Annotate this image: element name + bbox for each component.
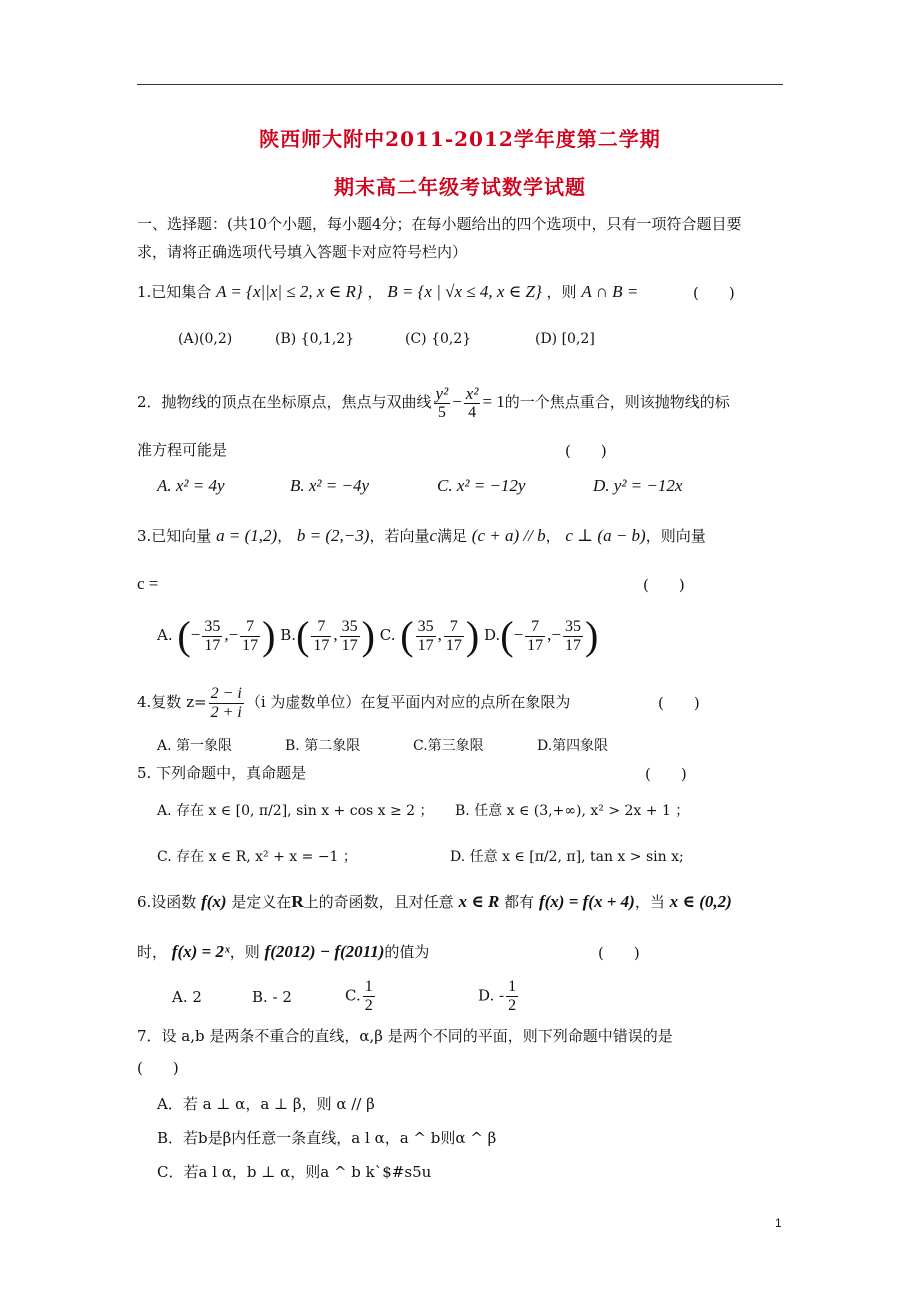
q2-fraction-y-num: y² [435, 383, 449, 403]
q2-option-c: C. x² = −12y [437, 476, 526, 495]
question-2 [137, 380, 730, 424]
q6-line2-a: 时， [137, 943, 168, 961]
q3-option-c-label: C. [379, 626, 396, 644]
q6-line1-c: 上的奇函数，且对任意 [303, 893, 454, 911]
q3-option-c-num2: 7 [444, 618, 464, 637]
q6-line2-c: 的值为 [384, 943, 430, 961]
q2-option-d: D. y² = −12x [593, 476, 683, 495]
q3-option-b-label: B. [280, 626, 297, 644]
q3-option-a-den2: 17 [242, 636, 259, 654]
q2-rhs: = 1 [482, 392, 505, 411]
q6-x-in-r: x ∈ R [458, 892, 500, 911]
question-4 [137, 680, 570, 724]
q2-fraction-x [464, 385, 481, 422]
question-3: 3.已知向量 a = (1,2)， b = (2,−3)，若向量c满足 (c + a) // b， c ⊥ (a − b)，则向量 [137, 526, 706, 545]
q4-fraction [209, 685, 244, 722]
q1-sep1: ， [367, 283, 383, 301]
q3-option-b-den1: 17 [313, 636, 330, 654]
q1-option-b: (B) {0,1,2} [275, 331, 355, 347]
q5-stem: 5. 下列命题中，真命题是 [137, 764, 307, 782]
q2-fraction-x-num: x² [465, 383, 479, 403]
q6-option-b: B. - 2 [252, 988, 292, 1006]
q3-option-a-num1: 35 [204, 617, 221, 635]
q3-mid2: 满足 [437, 527, 468, 545]
q2-prefix: 2．抛物线的顶点在坐标原点，焦点与双曲线 [137, 393, 432, 411]
q4-option-d: D.第四象限 [537, 738, 609, 754]
q7-stem: 7．设 a,b 是两条不重合的直线，α,β 是两个不同的平面，则下列命题中错误的是 [137, 1027, 673, 1045]
q4-option-c: C.第三象限 [413, 738, 484, 754]
q3-option-d-den1: 17 [527, 636, 544, 654]
q6-line1-a: 6.设函数 [137, 893, 197, 911]
q6-calc: f(2012) − f(2011) [264, 942, 385, 961]
q4-option-a: A. 第一象限 [157, 738, 233, 754]
q2-minus: − [452, 392, 462, 411]
q1-answer-paren: ( ) [693, 284, 735, 302]
q3-option-a-num2: 7 [240, 618, 260, 637]
q3-condition-2: c ⊥ (a − b) [565, 526, 646, 545]
q3-mid: ，若向量 [369, 527, 430, 545]
q6-r: R [291, 892, 304, 911]
question-6-line2 [137, 942, 429, 962]
q6-line2-b: ，则 [229, 943, 260, 961]
q3-line2: c = [137, 574, 159, 593]
section-intro-line2: 求，请将正确选项代号填入答题卡对应符号栏内） [137, 243, 468, 261]
q4-option-b: B. 第二象限 [285, 738, 361, 754]
q3-option-d-num2: 35 [564, 617, 581, 635]
q6-option-c-label: C. [345, 986, 361, 1005]
q3-vector-a: a = (1,2) [216, 526, 278, 545]
question-1 [137, 282, 638, 302]
header-rule [137, 84, 783, 85]
q3-vector-b: b = (2,−3) [296, 526, 370, 545]
q3-prefix: 3.已知向量 [137, 527, 212, 545]
q1-option-d: (D) [0,2] [535, 331, 595, 347]
q1-option-c: (C) {0,2} [405, 331, 472, 347]
q3-option-b-num2: 35 [341, 617, 358, 635]
q1-set-a: A = {x||x| ≤ 2, x ∈ R} [216, 282, 363, 301]
q6-line1-b: 是定义在 [231, 893, 292, 911]
q6-definition: f(x) = 2ˣ [171, 942, 230, 961]
q2-answer-paren: ( ) [565, 442, 607, 460]
q3-option-d-label: D. [483, 626, 501, 644]
q3-c-symbol: c [429, 526, 437, 545]
q6-answer-paren: ( ) [598, 944, 640, 962]
q2-suffix: 的一个焦点重合，则该抛物线的标 [504, 393, 730, 411]
q7-option-c: C．若a l α，b ⊥ α，则a ^ b k`$#s5u [157, 1163, 432, 1181]
exam-title-line2: 期末高二年级考试数学试题 [334, 175, 586, 199]
q4-prefix: 4.复数 z= [137, 693, 207, 711]
q5-option-b: B. 任意 x ∈ (3,+∞), x² > 2x + 1 ； [455, 803, 690, 819]
q3-answer-paren: ( ) [643, 576, 685, 594]
q2-line2: 准方程可能是 [137, 441, 228, 459]
q3-suffix: ，则向量 [645, 527, 706, 545]
q3-option-c-den1: 17 [417, 636, 434, 654]
q5-option-c: C. 存在 x ∈ R, x² + x = −1 ； [157, 849, 357, 865]
q6-option-d-label: D. - [478, 986, 505, 1005]
q4-answer-paren: ( ) [658, 694, 700, 712]
q5-answer-paren: ( ) [645, 765, 687, 783]
q7-option-a: A．若 a ⊥ α，a ⊥ β，则 α // β [157, 1095, 375, 1113]
q3-option-c-num1: 35 [417, 617, 434, 635]
q6-line1-e: ，当 [634, 893, 665, 911]
q2-option-a: A. x² = 4y [157, 476, 225, 495]
q6-option-d-num: 1 [508, 978, 517, 995]
question-6-line1 [137, 892, 732, 912]
q3-option-d-num1: 7 [525, 618, 545, 637]
q3-option-c-den2: 17 [445, 636, 462, 654]
exam-title-line1: 陕西师大附中2011-2012学年度第二学期 [259, 127, 661, 151]
section-intro-line1: 一、选择题：(共10个小题，每小题4分；在每小题给出的四个选项中，只有一项符合题目要 [137, 215, 742, 233]
q3-option-b-num1: 7 [311, 618, 331, 637]
q3-option-d-den2: 17 [564, 636, 581, 654]
q6-option-c-den: 2 [364, 997, 373, 1014]
q4-fraction-den: 2 + i [210, 703, 242, 721]
q5-option-d: D. 任意 x ∈ [π/2, π], tan x > sin x; [450, 849, 684, 865]
q6-line1-d: 都有 [504, 893, 535, 911]
q1-prefix: 1.已知集合 [137, 283, 212, 301]
q1-set-b: B = {x | √x ≤ 4, x ∈ Z} [387, 282, 542, 301]
q3-option-b-den2: 17 [341, 636, 358, 654]
q2-fraction-y-den: 5 [437, 403, 446, 421]
q4-fraction-num: 2 − i [210, 684, 242, 702]
q1-sep2: ，则 [546, 283, 577, 301]
q2-fraction-x-den: 4 [468, 403, 477, 421]
page-number: 1 [775, 1216, 782, 1230]
q6-option-a: A. 2 [172, 988, 202, 1006]
q5-option-a: A. 存在 x ∈ [0, π/2], sin x + cos x ≥ 2 ； [157, 803, 434, 819]
q6-fx: f(x) [201, 892, 227, 911]
q6-period: f(x) = f(x + 4) [538, 892, 635, 911]
q7-option-b: B．若b是β内任意一条直线，a l α，a ^ b则α ^ β [157, 1129, 497, 1147]
q3-option-a-label: A. [157, 626, 173, 644]
q6-interval: x ∈ (0,2) [669, 892, 732, 911]
q6-option-d [478, 978, 520, 1015]
q6-option-c-num: 1 [364, 978, 373, 995]
q3-options: A. (− $\frac{35}{17}$ ,− $\frac{7}{17}$ ) B.( $\frac{7}{17}$ , $\frac{35}{17}$ ) C. ( $\frac{35}{17}$ , $\frac{7}{17}$ ) D.(− $\frac{7}{17}$ ,− $\frac{35}{17}$ ) [157, 613, 599, 658]
q3-condition-1: (c + a) // b [471, 526, 546, 545]
q6-option-c [345, 978, 377, 1015]
q2-fraction-y [434, 385, 451, 422]
q7-answer-paren: ( ) [137, 1059, 179, 1077]
q1-option-a: (A)(0,2) [178, 331, 233, 347]
q6-option-d-den: 2 [508, 997, 517, 1014]
q2-option-b: B. x² = −4y [290, 476, 370, 495]
q3-option-a-den1: 17 [204, 636, 221, 654]
q4-suffix: （i 为虚数单位）在复平面内对应的点所在象限为 [245, 693, 571, 711]
q1-expr: A ∩ B = [581, 282, 639, 301]
